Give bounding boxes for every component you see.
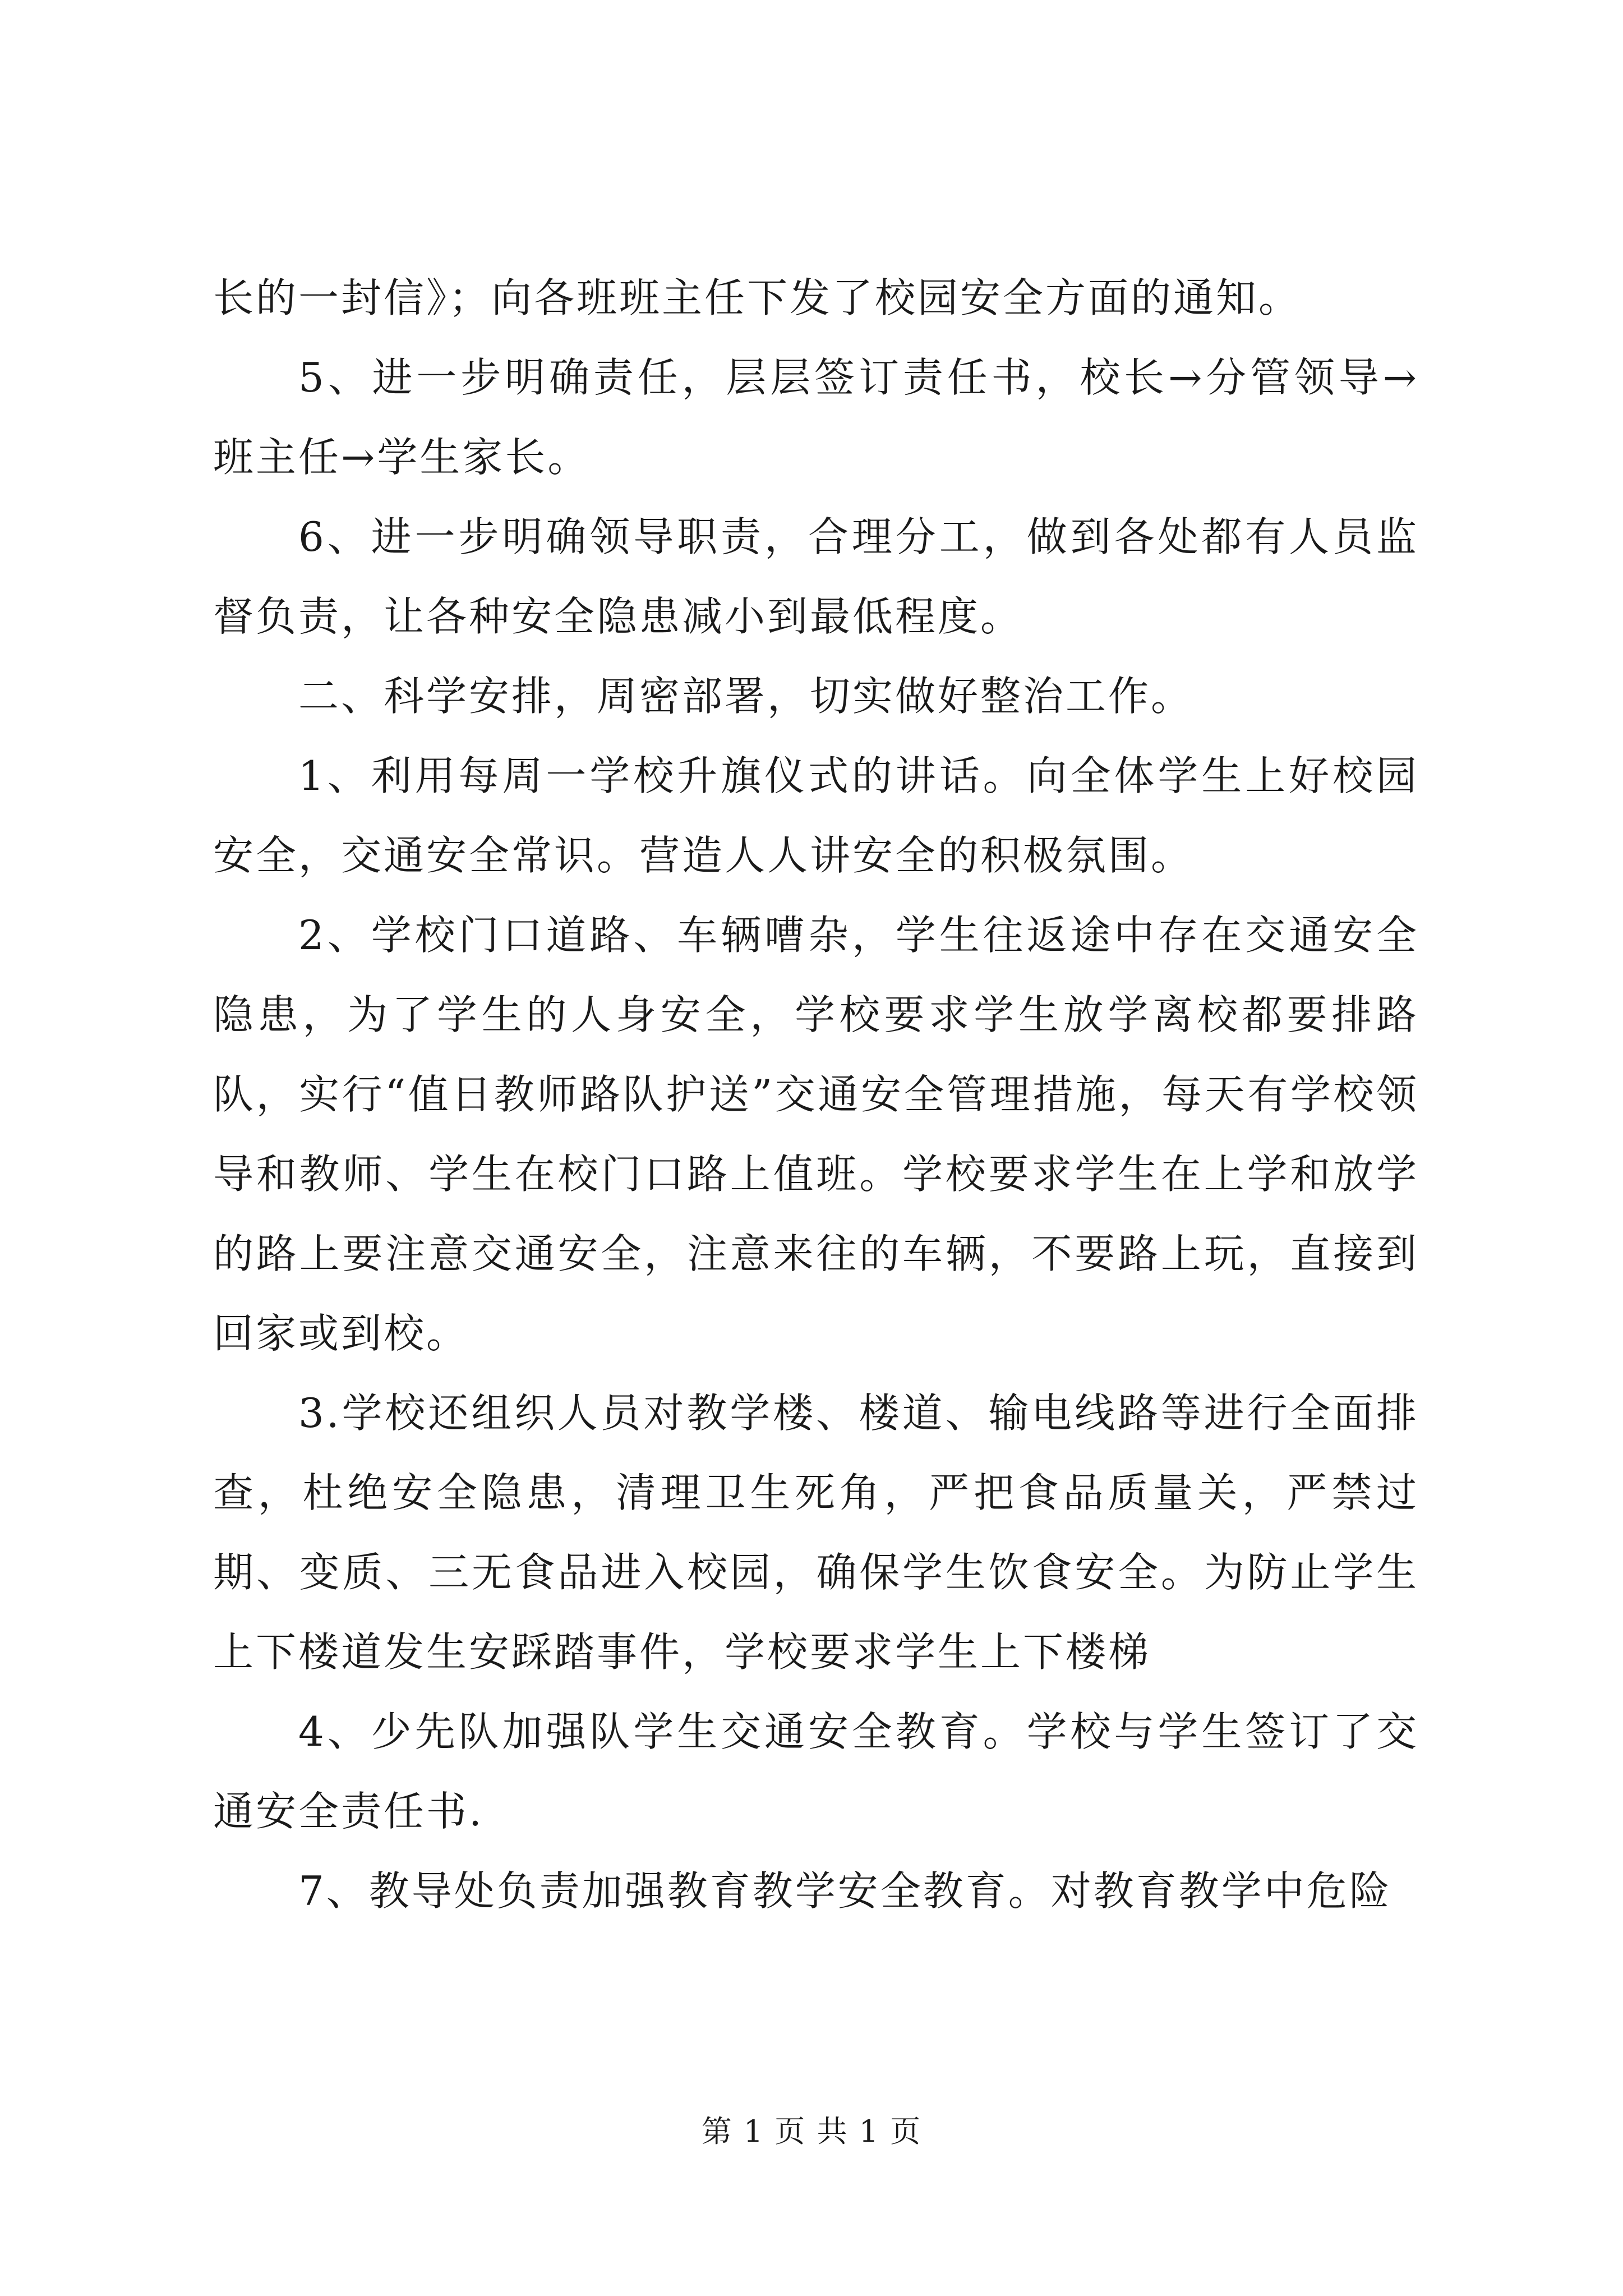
paragraph-7: 3.学校还组织人员对教学楼、楼道、输电线路等进行全面排查，杜绝安全隐患，清理卫生死角，严把食品质量关，严禁过期、变质、三无食品进入校园，确保学生饮食安全。为防止学生上下楼道发生安踩踏事件，学校要求学生上下楼梯: [213, 1389, 1419, 1676]
paragraph-5: 1、利用每周一学校升旗仪式的讲话。向全体学生上好校园安全，交通安全常识。营造人人讲安全的积极氛围。: [213, 752, 1419, 879]
document-body: [213, 258, 1419, 1931]
paragraph-3: 6、进一步明确领导职责，合理分工，做到各处都有人员监督负责，让各种安全隐患减小到最低程度。: [213, 513, 1419, 640]
paragraph-8: 4、少先队加强队学生交通安全教育。学校与学生签订了交通安全责任书.: [213, 1708, 1419, 1835]
paragraph-9: 7、教导处负责加强教育教学安全教育。对教育教学中危险: [298, 1867, 1392, 1915]
paragraph-6: 2、学校门口道路、车辆嘈杂，学生往返途中存在交通安全隐患，为了学生的人身安全，学校要求学生放学离校都要排路队，实行“值日教师路队护送”交通安全管理措施，每天有学校领导和教师、学生在校门口路上值班。学校要求学生在上学和放学的路上要注意交通安全，注意来往的车辆，不要路上玩，直接到回家或到校。: [213, 912, 1419, 1357]
paragraph-4: 二、科学安排，周密部署，切实做好整治工作。: [298, 673, 1194, 720]
paragraph-2: 5、进一步明确责任，层层签订责任书，校长→分管领导→班主任→学生家长。: [213, 354, 1419, 481]
paragraph-1: 长的一封信》；向各班班主任下发了校园安全方面的通知。: [213, 274, 1302, 321]
page-footer: 第 1 页 共 1 页: [701, 2114, 922, 2149]
